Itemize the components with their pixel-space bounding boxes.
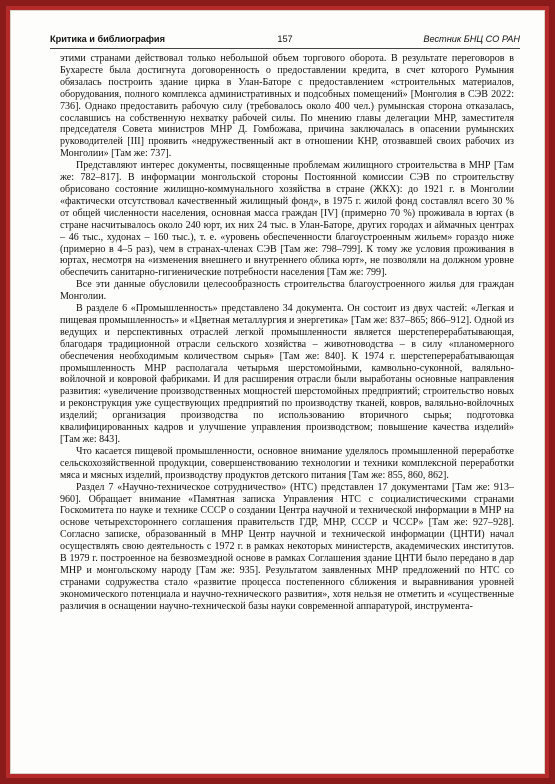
paragraph: В разделе 6 «Промышленность» представлено 34 документа. Он состоит из двух частей: «Легкая и пищевая промышленность» и «Цветная металлургия и энергетика» [Там же: 837–865; 866–912]. Одной из ведущих и перспективных отраслей легкой промышленности является шерстеперерабатывающая, благодаря традиционной отрасли сельского хозяйства – животноводства – в силу «планомерного обеспечения необходимым количеством сырья» [Там же: 840]. К 1974 г. шерстеперерабатывающая промышленность МНР располагала четырьмя шерстомойными, камвольно-суконной, валяльно-войлочной и ковровой фабриками. И для расширения отрасли были выработаны основные направления развития: «увеличение производственных мощностей шерстомойных предприятий; строительство новых и реконструкция уже существующих предприятий по производству тканей, ковров, валяльно-войлочных изделий; организация производства по использованию вторичного сырья; подготовка квалифицированных кадров и улучшение управления производством; повышение качества изделий» [Там же: 843]. <box>60 303 514 445</box>
running-header <box>50 34 520 48</box>
article-body <box>60 53 514 758</box>
paragraph: Раздел 7 «Научно-техническое сотрудничество» (НТС) представлен 17 документами [Там же: 913–960]. Обращает внимание «Памятная записка Управления НТС с социалистическими странами Госкомитета по науке и технике СССР о создании Центра научной и технической информации в МНР на основе четырехстороннего соглашения правительств ГДР, МНР, СССР и ЧССР» [Там же: 927–928]. Согласно записке, образованный в МНР Центр научной и технической информации (ЦНТИ) начал осуществлять свою деятельность с 1972 г. в рамках некоторых министерств, академических институтов. В 1979 г. построенное на безвозмездной основе в рамках Соглашения здание ЦНТИ было передано в дар МНР и монгольскому народу [Там же: 935]. Результатом заявленных МНР предложений по НТС со странами содружества стало «развитие процесса постепенного сближения и выравнивания уровней экономического потенциала и научно-технического развития», хотя нельзя не отметить и «существенные различия в оснащении научно-технической базы науки современной аппаратурой, инструмента- <box>60 481 514 612</box>
paragraph: этими странами действовал только небольшой объем торгового оборота. В результате переговоров в Бухаресте была достигнута договоренность о предоставлении кредита, в счет которого Румыния обязалась построить здание цирка в Улан-Баторе с предоставлением «строительных материалов, оборудования, полного комплекса административных и подсобных помещений» [Монголия в СЭВ 2022: 736]. Однако предоставить рабочую силу (требовалось около 400 чел.) румынская сторона отказалась, сославшись на собственную нехватку рабочей силы. По мнению главы делегации МНР, заместителя председателя Совета министров МНР Д. Гомбожава, причина заключалась в опасении румынских руководителей [III] проявить «недружественный акт в отношении КНР, отозвавшей своих рабочих из Монголии» [Там же: 737]. <box>60 53 514 160</box>
journal-title: Вестник БНЦ СО РАН <box>423 34 520 44</box>
paragraph: Все эти данные обусловили целесообразность строительства благоустроенного жилья для граждан Монголии. <box>60 279 514 303</box>
paragraph: Представляют интерес документы, посвященные проблемам жилищного строительства в МНР [Там же: 782–817]. В информации монгольской стороны Постоянной комиссии СЭВ по строительству обрисовано состояние жилищно-коммунального хозяйства в стране (ЖКХ): до 1921 г. в Монголии «фактически отсутствовал качественный жилищный фонд», в 1975 г. жилой фонд составлял всего 30 % от общей численности населения, основная масса граждан [IV] (примерно 70 %) проживала в юртах (в стране насчитывалось около 240 юрт, их них 24 тыс. в Улан-Баторе, других городах и аймачных центрах – 46 тыс., худонах – 160 тыс.), т. е. «уровень обеспеченности благоустроенным жильем» гораздо ниже (примерно в 4–5 раз), чем в странах-членах СЭВ [Там же: 798–799]. К тому же условия проживания в юртах, несмотря на «изменения внешнего и внутреннего облика юрт», не позволяли на должном уровне обеспечить санитарно-гигиенические потребности населения [Там же: 799]. <box>60 160 514 279</box>
section-title: Критика и библиография <box>50 34 165 44</box>
paragraph: Что касается пищевой промышленности, основное внимание уделялось промышленной переработке сельскохозяйственной продукции, совершенствованию технологии и техники комплексной переработки мяса и мясных изделий, производству продуктов детского питания [Там же: 855, 860, 862]. <box>60 445 514 481</box>
header-rule <box>50 48 520 49</box>
page-number: 157 <box>277 34 293 44</box>
